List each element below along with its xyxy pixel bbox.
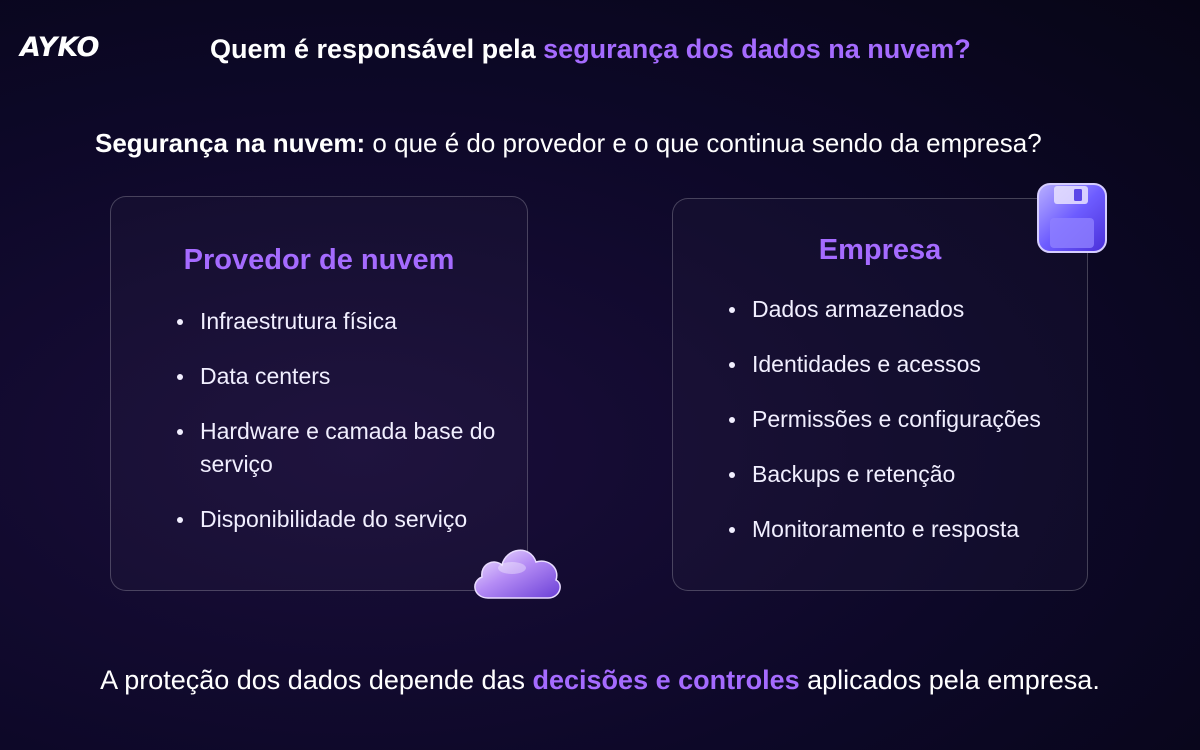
page-title (210, 34, 971, 65)
title-prefix: Quem é responsável pela (210, 34, 544, 64)
list-item: Identidades e acessos (727, 348, 1067, 381)
company-card-title: Empresa (818, 234, 942, 266)
footer-statement (0, 665, 1200, 696)
list-item: Permissões e configurações (727, 403, 1067, 436)
footer-prefix: A proteção dos dados depende das (100, 665, 533, 695)
list-item: Hardware e camada base do serviço (175, 415, 505, 481)
list-item: Dados armazenados (727, 293, 1067, 326)
title-highlight: segurança dos dados na nuvem? (543, 34, 971, 64)
subtitle-bold: Segurança na nuvem: (95, 128, 366, 158)
subtitle-rest: o que é do provedor e o que continua sendo da empresa? (365, 128, 1042, 158)
provider-card-title: Provedor de nuvem (183, 244, 455, 276)
cloud-icon (468, 538, 564, 604)
list-item: Monitoramento e resposta (727, 513, 1067, 546)
footer-suffix: aplicados pela empresa. (799, 665, 1100, 695)
provider-list (175, 305, 505, 558)
company-list (727, 293, 1067, 568)
brand-logo: AYKO (20, 32, 100, 63)
company-card (672, 198, 1088, 591)
list-item: Backups e retenção (727, 458, 1067, 491)
list-item: Infraestrutura física (175, 305, 505, 338)
list-item: Data centers (175, 360, 505, 393)
footer-highlight: decisões e controles (532, 665, 800, 695)
floppy-disk-icon (1034, 180, 1110, 256)
page-subtitle (95, 128, 1042, 159)
provider-card (110, 196, 528, 591)
list-item: Disponibilidade do serviço (175, 503, 505, 536)
